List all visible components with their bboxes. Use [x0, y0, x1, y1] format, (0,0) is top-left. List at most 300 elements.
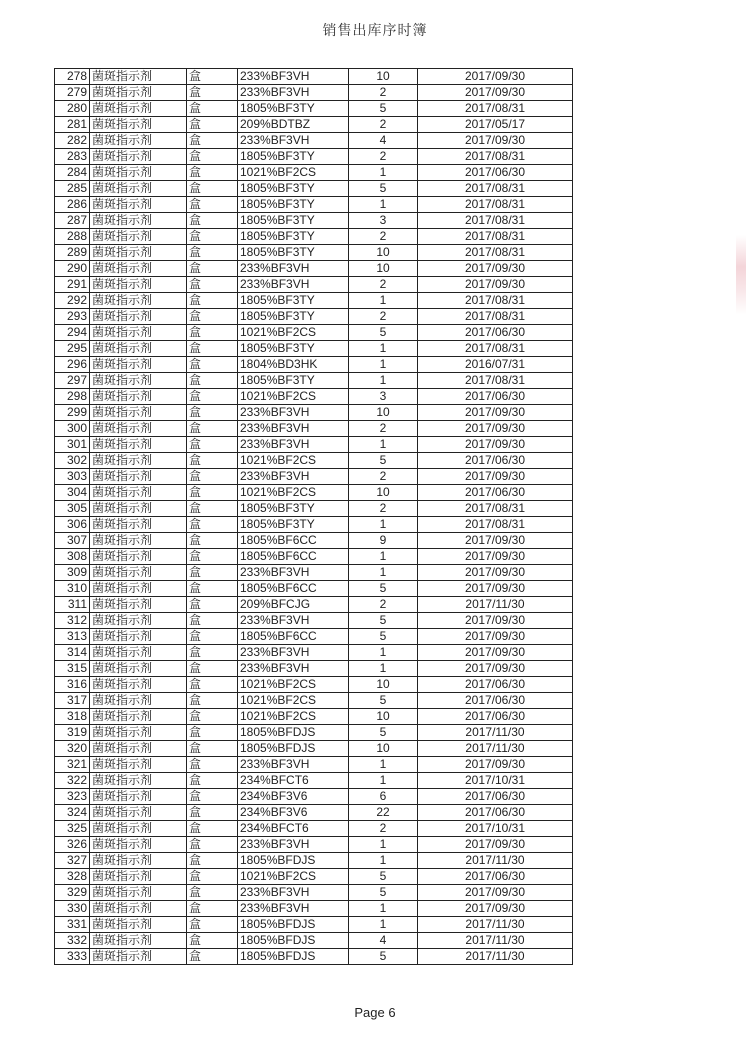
lot-number-cell: 1805%BF3TY [238, 501, 349, 517]
row-number-cell: 333 [55, 949, 90, 965]
table-row [55, 709, 573, 725]
unit-cell: 盒 [187, 181, 238, 197]
product-name-cell: 菌斑指示剂 [90, 197, 187, 213]
expiry-date-cell: 2017/11/30 [418, 933, 573, 949]
row-number-cell: 297 [55, 373, 90, 389]
lot-number-cell: 233%BF3VH [238, 69, 349, 85]
unit-cell: 盒 [187, 325, 238, 341]
product-name-cell: 菌斑指示剂 [90, 101, 187, 117]
product-name-cell: 菌斑指示剂 [90, 533, 187, 549]
unit-cell: 盒 [187, 901, 238, 917]
quantity-cell: 1 [349, 357, 418, 373]
quantity-cell: 1 [349, 565, 418, 581]
lot-number-cell: 1805%BF3TY [238, 373, 349, 389]
lot-number-cell: 209%BFCJG [238, 597, 349, 613]
product-name-cell: 菌斑指示剂 [90, 277, 187, 293]
table-row [55, 357, 573, 373]
lot-number-cell: 234%BF3V6 [238, 789, 349, 805]
product-name-cell: 菌斑指示剂 [90, 677, 187, 693]
lot-number-cell: 1021%BF2CS [238, 165, 349, 181]
page-number: Page 6 [354, 1005, 396, 1020]
table-row [55, 869, 573, 885]
lot-number-cell: 1805%BF3TY [238, 245, 349, 261]
product-name-cell: 菌斑指示剂 [90, 565, 187, 581]
table-row [55, 517, 573, 533]
row-number-cell: 283 [55, 149, 90, 165]
product-name-cell: 菌斑指示剂 [90, 245, 187, 261]
lot-number-cell: 1805%BF3TY [238, 309, 349, 325]
quantity-cell: 2 [349, 309, 418, 325]
lot-number-cell: 1021%BF2CS [238, 709, 349, 725]
row-number-cell: 299 [55, 405, 90, 421]
quantity-cell: 1 [349, 517, 418, 533]
product-name-cell: 菌斑指示剂 [90, 933, 187, 949]
lot-number-cell: 1805%BFDJS [238, 725, 349, 741]
lot-number-cell: 1021%BF2CS [238, 389, 349, 405]
table-row [55, 421, 573, 437]
quantity-cell: 10 [349, 485, 418, 501]
lot-number-cell: 233%BF3VH [238, 261, 349, 277]
table-row [55, 613, 573, 629]
expiry-date-cell: 2017/11/30 [418, 853, 573, 869]
product-name-cell: 菌斑指示剂 [90, 165, 187, 181]
expiry-date-cell: 2017/09/30 [418, 581, 573, 597]
lot-number-cell: 1021%BF2CS [238, 869, 349, 885]
lot-number-cell: 233%BF3VH [238, 645, 349, 661]
table-row [55, 597, 573, 613]
lot-number-cell: 1805%BFDJS [238, 741, 349, 757]
unit-cell: 盒 [187, 85, 238, 101]
unit-cell: 盒 [187, 245, 238, 261]
row-number-cell: 323 [55, 789, 90, 805]
lot-number-cell: 233%BF3VH [238, 277, 349, 293]
expiry-date-cell: 2017/06/30 [418, 453, 573, 469]
unit-cell: 盒 [187, 597, 238, 613]
row-number-cell: 307 [55, 533, 90, 549]
quantity-cell: 2 [349, 149, 418, 165]
quantity-cell: 10 [349, 405, 418, 421]
lot-number-cell: 1804%BD3HK [238, 357, 349, 373]
product-name-cell: 菌斑指示剂 [90, 405, 187, 421]
quantity-cell: 1 [349, 165, 418, 181]
row-number-cell: 294 [55, 325, 90, 341]
unit-cell: 盒 [187, 549, 238, 565]
expiry-date-cell: 2017/09/30 [418, 277, 573, 293]
expiry-date-cell: 2017/09/30 [418, 421, 573, 437]
table-row [55, 213, 573, 229]
product-name-cell: 菌斑指示剂 [90, 885, 187, 901]
unit-cell: 盒 [187, 837, 238, 853]
lot-number-cell: 233%BF3VH [238, 613, 349, 629]
unit-cell: 盒 [187, 149, 238, 165]
lot-number-cell: 234%BFCT6 [238, 821, 349, 837]
expiry-date-cell: 2017/08/31 [418, 517, 573, 533]
lot-number-cell: 1805%BF3TY [238, 341, 349, 357]
product-name-cell: 菌斑指示剂 [90, 389, 187, 405]
row-number-cell: 289 [55, 245, 90, 261]
expiry-date-cell: 2017/06/30 [418, 789, 573, 805]
product-name-cell: 菌斑指示剂 [90, 869, 187, 885]
product-name-cell: 菌斑指示剂 [90, 821, 187, 837]
row-number-cell: 287 [55, 213, 90, 229]
lot-number-cell: 233%BF3VH [238, 437, 349, 453]
quantity-cell: 1 [349, 901, 418, 917]
product-name-cell: 菌斑指示剂 [90, 325, 187, 341]
unit-cell: 盒 [187, 421, 238, 437]
table-row [55, 917, 573, 933]
quantity-cell: 1 [349, 197, 418, 213]
quantity-cell: 2 [349, 501, 418, 517]
expiry-date-cell: 2017/11/30 [418, 741, 573, 757]
table-row [55, 837, 573, 853]
table-row [55, 661, 573, 677]
quantity-cell: 2 [349, 277, 418, 293]
row-number-cell: 310 [55, 581, 90, 597]
product-name-cell: 菌斑指示剂 [90, 837, 187, 853]
product-name-cell: 菌斑指示剂 [90, 741, 187, 757]
quantity-cell: 1 [349, 341, 418, 357]
unit-cell: 盒 [187, 533, 238, 549]
quantity-cell: 5 [349, 885, 418, 901]
row-number-cell: 331 [55, 917, 90, 933]
quantity-cell: 1 [349, 437, 418, 453]
expiry-date-cell: 2017/06/30 [418, 389, 573, 405]
lot-number-cell: 233%BF3VH [238, 837, 349, 853]
row-number-cell: 329 [55, 885, 90, 901]
product-name-cell: 菌斑指示剂 [90, 917, 187, 933]
table-row [55, 725, 573, 741]
unit-cell: 盒 [187, 741, 238, 757]
table-row [55, 805, 573, 821]
table-row [55, 949, 573, 965]
quantity-cell: 1 [349, 645, 418, 661]
expiry-date-cell: 2017/11/30 [418, 597, 573, 613]
row-number-cell: 303 [55, 469, 90, 485]
product-name-cell: 菌斑指示剂 [90, 469, 187, 485]
quantity-cell: 10 [349, 245, 418, 261]
row-number-cell: 315 [55, 661, 90, 677]
table-row [55, 645, 573, 661]
unit-cell: 盒 [187, 949, 238, 965]
quantity-cell: 4 [349, 133, 418, 149]
expiry-date-cell: 2017/08/31 [418, 245, 573, 261]
expiry-date-cell: 2017/06/30 [418, 805, 573, 821]
expiry-date-cell: 2017/09/30 [418, 837, 573, 853]
unit-cell: 盒 [187, 629, 238, 645]
table-row [55, 437, 573, 453]
table-row [55, 117, 573, 133]
lot-number-cell: 1805%BFDJS [238, 917, 349, 933]
row-number-cell: 326 [55, 837, 90, 853]
quantity-cell: 5 [349, 629, 418, 645]
lot-number-cell: 233%BF3VH [238, 661, 349, 677]
expiry-date-cell: 2017/08/31 [418, 341, 573, 357]
unit-cell: 盒 [187, 69, 238, 85]
table-row [55, 885, 573, 901]
lot-number-cell: 233%BF3VH [238, 885, 349, 901]
product-name-cell: 菌斑指示剂 [90, 437, 187, 453]
quantity-cell: 6 [349, 789, 418, 805]
lot-number-cell: 1805%BF6CC [238, 533, 349, 549]
expiry-date-cell: 2017/11/30 [418, 917, 573, 933]
quantity-cell: 1 [349, 773, 418, 789]
expiry-date-cell: 2017/09/30 [418, 261, 573, 277]
product-name-cell: 菌斑指示剂 [90, 629, 187, 645]
expiry-date-cell: 2017/11/30 [418, 949, 573, 965]
table-row [55, 533, 573, 549]
row-number-cell: 328 [55, 869, 90, 885]
lot-number-cell: 233%BF3VH [238, 757, 349, 773]
unit-cell: 盒 [187, 869, 238, 885]
lot-number-cell: 1021%BF2CS [238, 485, 349, 501]
expiry-date-cell: 2017/06/30 [418, 709, 573, 725]
unit-cell: 盒 [187, 309, 238, 325]
row-number-cell: 295 [55, 341, 90, 357]
product-name-cell: 菌斑指示剂 [90, 485, 187, 501]
product-name-cell: 菌斑指示剂 [90, 453, 187, 469]
expiry-date-cell: 2017/06/30 [418, 165, 573, 181]
row-number-cell: 309 [55, 565, 90, 581]
table-row [55, 133, 573, 149]
row-number-cell: 332 [55, 933, 90, 949]
row-number-cell: 291 [55, 277, 90, 293]
lot-number-cell: 234%BF3V6 [238, 805, 349, 821]
row-number-cell: 325 [55, 821, 90, 837]
unit-cell: 盒 [187, 693, 238, 709]
lot-number-cell: 1805%BF6CC [238, 581, 349, 597]
expiry-date-cell: 2017/08/31 [418, 293, 573, 309]
row-number-cell: 316 [55, 677, 90, 693]
expiry-date-cell: 2017/10/31 [418, 773, 573, 789]
table-row [55, 69, 573, 85]
product-name-cell: 菌斑指示剂 [90, 597, 187, 613]
product-name-cell: 菌斑指示剂 [90, 901, 187, 917]
quantity-cell: 1 [349, 757, 418, 773]
row-number-cell: 306 [55, 517, 90, 533]
table-row [55, 773, 573, 789]
quantity-cell: 2 [349, 117, 418, 133]
table-row [55, 549, 573, 565]
table-row [55, 581, 573, 597]
row-number-cell: 322 [55, 773, 90, 789]
quantity-cell: 5 [349, 613, 418, 629]
row-number-cell: 327 [55, 853, 90, 869]
lot-number-cell: 1805%BF3TY [238, 149, 349, 165]
table-row [55, 901, 573, 917]
row-number-cell: 280 [55, 101, 90, 117]
product-name-cell: 菌斑指示剂 [90, 613, 187, 629]
quantity-cell: 22 [349, 805, 418, 821]
table-row [55, 933, 573, 949]
quantity-cell: 1 [349, 661, 418, 677]
unit-cell: 盒 [187, 725, 238, 741]
expiry-date-cell: 2017/09/30 [418, 901, 573, 917]
table-row [55, 181, 573, 197]
row-number-cell: 292 [55, 293, 90, 309]
product-name-cell: 菌斑指示剂 [90, 693, 187, 709]
unit-cell: 盒 [187, 229, 238, 245]
unit-cell: 盒 [187, 821, 238, 837]
lot-number-cell: 233%BF3VH [238, 85, 349, 101]
row-number-cell: 304 [55, 485, 90, 501]
table-row [55, 261, 573, 277]
quantity-cell: 5 [349, 869, 418, 885]
table-row [55, 373, 573, 389]
table-row [55, 565, 573, 581]
quantity-cell: 5 [349, 693, 418, 709]
quantity-cell: 1 [349, 293, 418, 309]
quantity-cell: 5 [349, 725, 418, 741]
ledger-body [55, 69, 573, 965]
table-row [55, 341, 573, 357]
row-number-cell: 300 [55, 421, 90, 437]
table-row [55, 245, 573, 261]
unit-cell: 盒 [187, 501, 238, 517]
table-row [55, 693, 573, 709]
lot-number-cell: 209%BDTBZ [238, 117, 349, 133]
row-number-cell: 319 [55, 725, 90, 741]
expiry-date-cell: 2017/08/31 [418, 213, 573, 229]
expiry-date-cell: 2017/08/31 [418, 309, 573, 325]
table-row [55, 501, 573, 517]
unit-cell: 盒 [187, 101, 238, 117]
expiry-date-cell: 2017/06/30 [418, 677, 573, 693]
lot-number-cell: 233%BF3VH [238, 405, 349, 421]
unit-cell: 盒 [187, 885, 238, 901]
product-name-cell: 菌斑指示剂 [90, 133, 187, 149]
product-name-cell: 菌斑指示剂 [90, 805, 187, 821]
expiry-date-cell: 2017/09/30 [418, 565, 573, 581]
product-name-cell: 菌斑指示剂 [90, 261, 187, 277]
product-name-cell: 菌斑指示剂 [90, 645, 187, 661]
table-row [55, 853, 573, 869]
unit-cell: 盒 [187, 933, 238, 949]
product-name-cell: 菌斑指示剂 [90, 421, 187, 437]
quantity-cell: 10 [349, 261, 418, 277]
table-row [55, 485, 573, 501]
row-number-cell: 311 [55, 597, 90, 613]
quantity-cell: 2 [349, 469, 418, 485]
lot-number-cell: 1021%BF2CS [238, 677, 349, 693]
lot-number-cell: 1021%BF2CS [238, 453, 349, 469]
lot-number-cell: 1805%BF3TY [238, 229, 349, 245]
quantity-cell: 2 [349, 597, 418, 613]
quantity-cell: 2 [349, 229, 418, 245]
unit-cell: 盒 [187, 389, 238, 405]
row-number-cell: 317 [55, 693, 90, 709]
expiry-date-cell: 2017/08/31 [418, 229, 573, 245]
row-number-cell: 324 [55, 805, 90, 821]
quantity-cell: 1 [349, 837, 418, 853]
expiry-date-cell: 2017/06/30 [418, 485, 573, 501]
unit-cell: 盒 [187, 405, 238, 421]
product-name-cell: 菌斑指示剂 [90, 357, 187, 373]
unit-cell: 盒 [187, 805, 238, 821]
unit-cell: 盒 [187, 197, 238, 213]
product-name-cell: 菌斑指示剂 [90, 213, 187, 229]
table-row [55, 453, 573, 469]
expiry-date-cell: 2017/06/30 [418, 325, 573, 341]
row-number-cell: 296 [55, 357, 90, 373]
expiry-date-cell: 2017/09/30 [418, 645, 573, 661]
row-number-cell: 301 [55, 437, 90, 453]
product-name-cell: 菌斑指示剂 [90, 341, 187, 357]
product-name-cell: 菌斑指示剂 [90, 373, 187, 389]
product-name-cell: 菌斑指示剂 [90, 117, 187, 133]
table-row [55, 277, 573, 293]
product-name-cell: 菌斑指示剂 [90, 549, 187, 565]
table-row [55, 629, 573, 645]
table-row [55, 821, 573, 837]
expiry-date-cell: 2017/10/31 [418, 821, 573, 837]
product-name-cell: 菌斑指示剂 [90, 661, 187, 677]
product-name-cell: 菌斑指示剂 [90, 949, 187, 965]
quantity-cell: 10 [349, 69, 418, 85]
lot-number-cell: 233%BF3VH [238, 469, 349, 485]
table-row [55, 389, 573, 405]
quantity-cell: 9 [349, 533, 418, 549]
row-number-cell: 285 [55, 181, 90, 197]
product-name-cell: 菌斑指示剂 [90, 789, 187, 805]
quantity-cell: 1 [349, 917, 418, 933]
expiry-date-cell: 2017/09/30 [418, 437, 573, 453]
expiry-date-cell: 2016/07/31 [418, 357, 573, 373]
unit-cell: 盒 [187, 789, 238, 805]
row-number-cell: 320 [55, 741, 90, 757]
expiry-date-cell: 2017/09/30 [418, 629, 573, 645]
expiry-date-cell: 2017/09/30 [418, 885, 573, 901]
expiry-date-cell: 2017/08/31 [418, 149, 573, 165]
quantity-cell: 2 [349, 85, 418, 101]
expiry-date-cell: 2017/05/17 [418, 117, 573, 133]
lot-number-cell: 1805%BFDJS [238, 933, 349, 949]
sales-ledger-table [54, 68, 573, 965]
lot-number-cell: 1805%BF3TY [238, 181, 349, 197]
table-row [55, 741, 573, 757]
quantity-cell: 5 [349, 581, 418, 597]
table-row [55, 789, 573, 805]
product-name-cell: 菌斑指示剂 [90, 181, 187, 197]
quantity-cell: 4 [349, 933, 418, 949]
lot-number-cell: 233%BF3VH [238, 565, 349, 581]
unit-cell: 盒 [187, 613, 238, 629]
product-name-cell: 菌斑指示剂 [90, 517, 187, 533]
product-name-cell: 菌斑指示剂 [90, 709, 187, 725]
lot-number-cell: 1805%BF6CC [238, 629, 349, 645]
row-number-cell: 282 [55, 133, 90, 149]
lot-number-cell: 1021%BF2CS [238, 325, 349, 341]
unit-cell: 盒 [187, 213, 238, 229]
product-name-cell: 菌斑指示剂 [90, 581, 187, 597]
unit-cell: 盒 [187, 645, 238, 661]
unit-cell: 盒 [187, 165, 238, 181]
table-row [55, 325, 573, 341]
unit-cell: 盒 [187, 117, 238, 133]
table-row [55, 101, 573, 117]
expiry-date-cell: 2017/08/31 [418, 181, 573, 197]
table-row [55, 149, 573, 165]
unit-cell: 盒 [187, 773, 238, 789]
row-number-cell: 308 [55, 549, 90, 565]
expiry-date-cell: 2017/09/30 [418, 469, 573, 485]
product-name-cell: 菌斑指示剂 [90, 293, 187, 309]
row-number-cell: 293 [55, 309, 90, 325]
quantity-cell: 5 [349, 325, 418, 341]
row-number-cell: 312 [55, 613, 90, 629]
unit-cell: 盒 [187, 341, 238, 357]
unit-cell: 盒 [187, 677, 238, 693]
document-title: 销售出库序时簿 [322, 23, 428, 39]
